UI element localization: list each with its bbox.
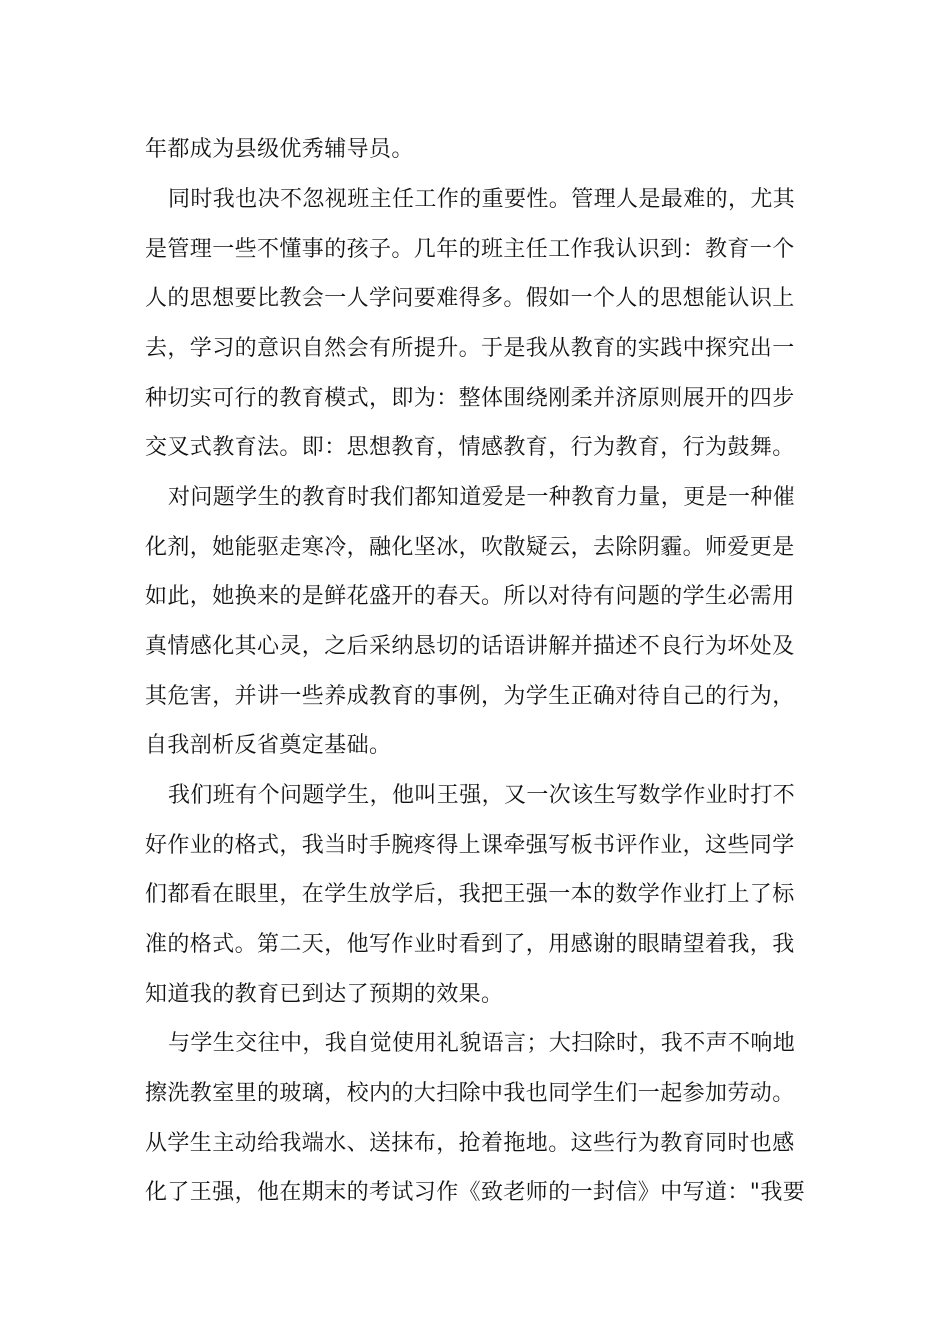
text-line: 是管理一些不懂事的孩子。几年的班主任工作我认识到：教育一个	[145, 237, 795, 262]
text-line: 种切实可行的教育模式，即为：整体围绕刚柔并济原则展开的四步	[145, 386, 795, 411]
text-line: 真情感化其心灵，之后采纳恳切的话语讲解并描述不良行为坏处及	[145, 634, 795, 659]
text-line: 年都成为县级优秀辅导员。	[145, 137, 414, 162]
text-line: 交叉式教育法。即：思想教育，情感教育，行为教育，行为鼓舞。	[145, 435, 795, 460]
text-line: 化了王强，他在期末的考试习作《致老师的一封信》中写道："我要	[145, 1180, 806, 1205]
paragraph-start-line: 我们班有个问题学生，他叫王强，又一次该生写数学作业时打不	[168, 783, 796, 808]
text-line: 人的思想要比教会一人学问要难得多。假如一个人的思想能认识上	[145, 286, 795, 311]
text-line: 知道我的教育已到达了预期的效果。	[145, 982, 504, 1007]
paragraph-start-line: 同时我也决不忽视班主任工作的重要性。管理人是最难的，尤其	[168, 187, 796, 212]
text-line: 如此，她换来的是鲜花盛开的春天。所以对待有问题的学生必需用	[145, 584, 795, 609]
paragraph-start-line: 与学生交往中，我自觉使用礼貌语言；大扫除时，我不声不响地	[168, 1031, 796, 1056]
text-line: 自我剖析反省奠定基础。	[145, 733, 392, 758]
text-line: 们都看在眼里，在学生放学后，我把王强一本的数学作业打上了标	[145, 882, 795, 907]
text-line: 好作业的格式，我当时手腕疼得上课牵强写板书评作业，这些同学	[145, 833, 795, 858]
text-line: 准的格式。第二天，他写作业时看到了，用感谢的眼睛望着我，我	[145, 932, 795, 957]
text-line: 从学生主动给我端水、送抹布，抢着拖地。这些行为教育同时也感	[145, 1131, 795, 1156]
text-line: 化剂，她能驱走寒冷，融化坚冰，吹散疑云，去除阴霾。师爱更是	[145, 535, 795, 560]
text-line: 去，学习的意识自然会有所提升。于是我从教育的实践中探究出一	[145, 336, 795, 361]
text-line: 擦洗教室里的玻璃，校内的大扫除中我也同学生们一起参加劳动。	[145, 1081, 795, 1106]
paragraph-start-line: 对问题学生的教育时我们都知道爱是一种教育力量，更是一种催	[168, 485, 796, 510]
text-line: 其危害，并讲一些养成教育的事例，为学生正确对待自己的行为，	[145, 684, 795, 709]
